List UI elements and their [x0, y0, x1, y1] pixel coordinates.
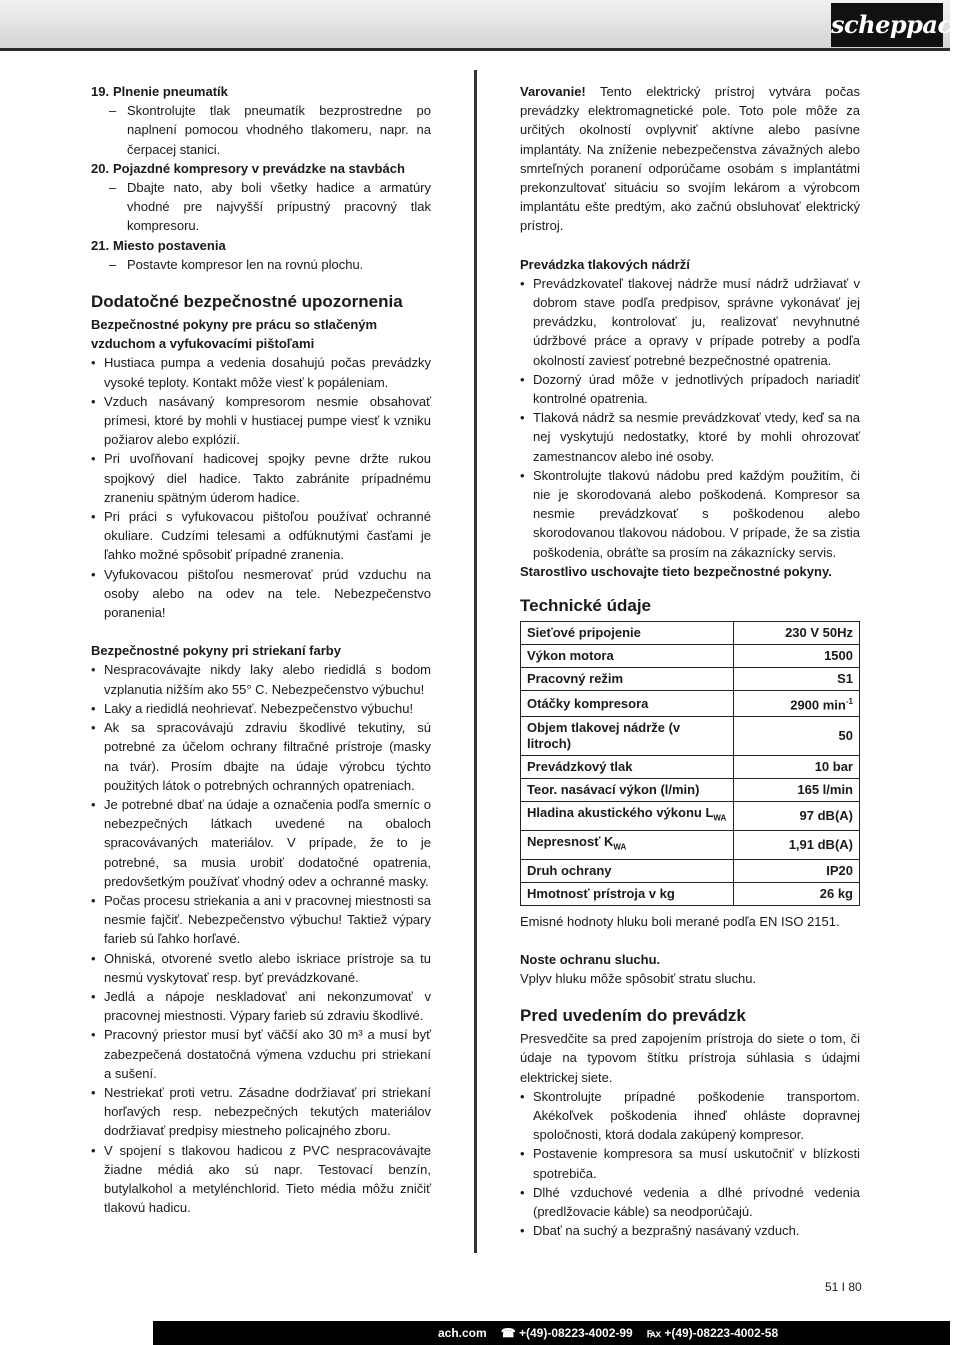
bullet-mark: •	[91, 700, 96, 716]
list-item	[91, 949, 431, 987]
list-item	[520, 370, 860, 408]
numbered-item	[91, 159, 431, 178]
list-item-text: Postavenie kompresora sa musí uskutočniť v blízkosti spotrebiča.	[533, 1146, 860, 1181]
bullet-mark: •	[91, 566, 96, 582]
list-item-text: Je potrebné dbať na údaje a označenia podľa smerníc o nebezpečných látkach uvedené na obaloch spracovávaných materiálov. V prípade, že to je potrebné, sa musia urobiť dodatočné opatrenia, predovšetkým používať vhodný odev a ochranné masky.	[104, 796, 431, 889]
table-row	[521, 859, 860, 882]
table-row	[521, 831, 860, 860]
table-row	[521, 779, 860, 802]
dash-mark: –	[109, 180, 117, 196]
list-item-text: Tlaková nádrž sa nesmie prevádzkovať vtedy, keď sa na nej vyskytujú nedostatky, ktoré by mohli ohrozovať zamestnancov alebo iné osoby.	[533, 410, 860, 464]
list-item	[91, 392, 431, 450]
footer-blank	[0, 1321, 153, 1345]
bullet-mark: •	[520, 467, 525, 483]
spec-label	[521, 622, 734, 645]
spec-value	[734, 668, 860, 691]
dash-text: Skontrolujte tlak pneumatík bezprostredne po naplnení pomocou vhodného tlakomeru, napr. na čerpacej stanici.	[127, 103, 431, 157]
spec-label	[521, 859, 734, 882]
bullet-mark: •	[91, 509, 96, 525]
spec-value	[734, 882, 860, 905]
list-item	[91, 1025, 431, 1083]
list-item-text: V spojení s tlakovou hadicou z PVC nespracovávajte žiadne médiá ako sú napr. Testovací benzín, butylalkohol a metylénchlorid. Tieto média môžu zničiť tlakovú hadicu.	[104, 1142, 431, 1216]
bullet-mark: •	[91, 720, 96, 736]
brand-logo: scheppach	[831, 3, 943, 47]
table-row	[521, 622, 860, 645]
spec-value-sup: -1	[845, 697, 853, 707]
list-item-text: Pri uvoľňovaní hadicovej spojky pevne držte rukou spojkový diel hadice. Takto zabránite prípadnému zraneniu spätným úderom hadice.	[104, 451, 431, 505]
table-row	[521, 802, 860, 831]
bullet-mark: •	[91, 988, 96, 1004]
numbered-item	[91, 82, 431, 101]
page-number: 51 I 80	[825, 1280, 862, 1294]
dash-mark: –	[109, 103, 117, 119]
list-item	[91, 718, 431, 795]
bullet-mark: •	[91, 451, 96, 467]
bullet-mark: •	[91, 355, 96, 371]
list-item-text: Ak sa spracovávajú zdraviu škodlivé tekutiny, sú potrebné za účelom ochrany filtračné prístroje (masky na tvár). Prosím dbajte na údaje výrobcu týchto použitých látok o potrebných ochranných opatreniach.	[104, 720, 431, 793]
list-item	[91, 449, 431, 507]
spec-value	[734, 691, 860, 717]
bullet-mark: •	[91, 1142, 96, 1158]
tank-title: Prevádzka tlakových nádrží	[520, 256, 690, 272]
bullet-mark: •	[91, 950, 96, 966]
right-column	[520, 82, 860, 1240]
bullet-mark: •	[520, 1088, 525, 1104]
dash-item	[91, 101, 431, 159]
spec-label-text: Otáčky kompresora	[527, 695, 649, 711]
item-title: Miesto postavenia	[113, 237, 226, 253]
item-number: 19.	[91, 84, 110, 99]
list-item-text: Ohniská, otvorené svetlo alebo iskriace prístroje sa tu nesmú vyskytovať resp. byť prevádzkované.	[104, 950, 431, 985]
list-item-text: Nestriekať proti vetru. Zásadne dodržiavať pri striekaní horľavých resp. nebezpečných tekutých materiálov dodržiavať predpisy miestneho policajného zboru.	[104, 1084, 431, 1139]
list-item	[520, 1087, 860, 1145]
dash-text: Dbajte nato, aby boli všetky hadice a armatúry vhodné pre najvyšší prípustný pracovný tlak kompresoru.	[127, 180, 431, 234]
list-item	[91, 565, 431, 623]
bullet-mark: •	[91, 892, 96, 908]
list-item	[520, 274, 860, 370]
list-item-text: Nespracovávajte nikdy laky alebo riedidlá s bodom vzplanutia nižším ako 55° C. Nebezpečenstvo výbuchu!	[104, 662, 431, 697]
header-bar	[0, 0, 950, 48]
list-item-text: Dbať na suchý a bezprašný nasávaný vzduch.	[533, 1223, 800, 1239]
spec-label	[521, 779, 734, 802]
warning-label: Varovanie!	[520, 84, 586, 99]
bullet-mark: •	[520, 371, 525, 387]
list-item-text: Dozorný úrad môže v jednotlivých prípadoch nariadiť kontrolné opatrenia.	[533, 371, 860, 407]
bullet-mark: •	[520, 275, 525, 291]
numbered-list	[91, 82, 431, 274]
footer-phone: ☎ +(49)-08223-4002-99	[500, 1326, 633, 1340]
spec-value-text: 1,91 dB(A)	[788, 836, 853, 852]
spec-label	[521, 756, 734, 779]
table-row	[521, 668, 860, 691]
hearing-text: Vplyv hluku môže spôsobiť stratu sluchu.	[520, 971, 757, 986]
table-row	[521, 645, 860, 668]
table-row	[521, 756, 860, 779]
spec-value-text: 230 V 50Hz	[785, 625, 853, 641]
spec-label-text: Druh ochrany	[527, 862, 612, 878]
spec-label	[521, 802, 734, 831]
startup-text: Presvedčite sa pred zapojením prístroja do siete o tom, či údaje na typovom štítku prístroja súhlasia s údajmi elektrickej siete.	[520, 1031, 860, 1085]
list-item	[91, 699, 431, 718]
bullet-mark: •	[520, 1184, 525, 1200]
spec-value-text: 50	[838, 728, 853, 744]
list-item	[91, 1141, 431, 1218]
bullet-mark: •	[520, 1146, 525, 1162]
list-item-text: Pracovný priestor musí byť väčší ako 30 m³ a musí byť zabezpečená dostatočná výmena vzduchu pri striekaní a sušení.	[104, 1027, 431, 1081]
spec-value	[734, 717, 860, 756]
list-item-text: Prevádzkovateľ tlakovej nádrže musí nádrž udržiavať v dobrom stave podľa predpisov, správne vykonávať jej prevádzku, kontrolovať ju, realizovať nevyhnutné údržbové práce a opravy v prípade potreby a podľa okolností zaviesť potrebné bezpečnostné opatrenia.	[533, 275, 860, 368]
spec-value	[734, 859, 860, 882]
bullet-mark: •	[520, 410, 525, 426]
keep-note: Starostlivo uschovajte tieto bezpečnostné pokyny.	[520, 563, 832, 579]
spec-label	[521, 882, 734, 905]
spec-value-text: 1500	[824, 648, 853, 664]
spec-value-text: S1	[837, 671, 853, 687]
dash-item	[91, 178, 431, 236]
spec-value-text: IP20	[826, 862, 853, 878]
tech-table	[520, 621, 860, 906]
table-row	[521, 882, 860, 905]
spec-label	[521, 691, 734, 717]
spec-label-text: Hmotnosť prístroja v kg	[527, 885, 675, 901]
spec-value	[734, 779, 860, 802]
bullet-list-startup	[520, 1087, 860, 1241]
spec-label-text: Nepresnosť K	[527, 834, 614, 849]
list-item	[520, 466, 860, 562]
emission-note: Emisné hodnoty hluku boli merané podľa EN ISO 2151.	[520, 913, 840, 929]
spec-value	[734, 802, 860, 831]
spec-label-sub: WA	[713, 814, 727, 823]
column-divider	[474, 70, 477, 1253]
bullet-mark: •	[91, 1027, 96, 1043]
spec-label-text: Výkon motora	[527, 648, 614, 664]
dash-item	[91, 255, 431, 274]
spec-label	[521, 831, 734, 860]
spec-label	[521, 645, 734, 668]
spec-value-text: 97 dB(A)	[799, 808, 853, 824]
list-item	[91, 891, 431, 949]
subsection-title-paint: Bezpečnostné pokyny pri striekaní farby	[91, 643, 341, 659]
spec-value-text: 2900 min	[790, 697, 846, 713]
list-item-text: Laky a riedidlá neohrievať. Nebezpečenstvo výbuchu!	[104, 700, 414, 716]
list-item-text: Dlhé vzduchové vedenia a dlhé prívodné vedenia (predlžovacie káble) sa neodporúčajú.	[533, 1184, 860, 1220]
bullet-list-paint	[91, 660, 431, 1217]
item-number: 20.	[91, 160, 110, 176]
list-item	[91, 353, 431, 391]
list-item	[520, 408, 860, 466]
spec-label-text: Teor. nasávací výkon (l/min)	[527, 782, 700, 798]
footer-web[interactable]: ach.com	[438, 1326, 487, 1340]
spec-label-text: Objem tlakovej nádrže (v litroch)	[527, 720, 681, 752]
table-row	[521, 691, 860, 717]
bullet-list-air	[91, 353, 431, 622]
tech-title: Technické údaje	[520, 596, 652, 616]
bullet-mark: •	[91, 393, 96, 409]
bullet-mark: •	[91, 662, 96, 678]
bullet-list-tank	[520, 274, 860, 562]
footer-fax: ℻ +(49)-08223-4002-58	[646, 1326, 779, 1340]
list-item	[91, 660, 431, 698]
list-item-text: Pri práci s vyfukovacou pištoľou používať ochranné okuliare. Cudzími telesami a odfúknutými časťami je ľahko možné spôsobiť prípadné zranenia.	[104, 509, 431, 563]
spec-label-sub: WA	[613, 842, 627, 852]
spec-label	[521, 668, 734, 691]
list-item	[520, 1144, 860, 1182]
list-item-text: Jedlá a nápoje neskladovať ani nekonzumovať v pracovnej miestnosti. Výpary farieb sú zdraviu škodlivé.	[104, 988, 431, 1024]
item-number: 21.	[91, 237, 110, 253]
list-item-text: Počas procesu striekania a ani v pracovnej miestnosti sa nesmie fajčiť. Nebezpečenstvo výbuchu! Taktiež výpary farieb sú ľahko horľavé.	[104, 892, 431, 947]
spec-label-text: Pracovný režim	[527, 671, 624, 687]
table-row	[521, 717, 860, 756]
spec-value-text: 165 l/min	[797, 782, 853, 798]
item-title: Plnenie pneumatík	[113, 84, 228, 99]
dash-text: Postavte kompresor len na rovnú plochu.	[127, 256, 364, 272]
list-item	[91, 1083, 431, 1141]
left-column	[91, 82, 431, 1217]
list-item-text: Vzduch nasávaný kompresorom nesmie obsahovať prímesi, ktoré by mohli v hustiacej pumpe viesť k vzniku požiarov alebo explózií.	[104, 393, 431, 448]
footer-contact	[438, 1324, 792, 1342]
item-title: Pojazdné kompresory v prevádzke na stavbách	[113, 160, 405, 176]
spec-label	[521, 717, 734, 756]
spec-value-text: 26 kg	[819, 885, 853, 901]
list-item-text: Vyfukovacou pištoľou nesmerovať prúd vzduchu na osoby alebo na odev na tele. Nebezpečenstvo poranenia!	[104, 566, 431, 621]
spec-label-text: Prevádzkový tlak	[527, 759, 633, 775]
spec-value	[734, 622, 860, 645]
bullet-mark: •	[520, 1223, 525, 1239]
list-item	[520, 1221, 860, 1240]
warning-text: Tento elektrický prístroj vytvára počas prevádzky elektromagnetické pole. Toto pole môže za určitých okolností ovplyvniť aktívne alebo pasívne implantáty. Na zníženie nebezpečenstva závažných alebo smrteľných poranení odporúčame osobám s implantátmi prekonzultovať situáciu so svojím lekárom a výrobcom implantátu ešte predtým, ako začnú obsluhovať elektrický prístroj.	[520, 84, 860, 234]
subsection-title-air: Bezpečnostné pokyny pre prácu so stlačeným vzduchom a vyfukovacími pištoľami	[91, 317, 378, 352]
bullet-mark: •	[91, 796, 96, 812]
spec-value-text: 10 bar	[814, 759, 853, 775]
spec-label-text: Hladina akustického výkonu L	[527, 805, 714, 821]
section-title: Dodatočné bezpečnostné upozornenia	[91, 292, 403, 312]
hearing-title: Noste ochranu sluchu.	[520, 951, 661, 967]
list-item	[91, 987, 431, 1025]
list-item	[91, 795, 431, 891]
list-item	[91, 507, 431, 565]
spec-label-text: Sieťové pripojenie	[527, 625, 641, 641]
spec-value	[734, 831, 860, 860]
startup-title: Pred uvedením do prevádzk	[520, 1006, 746, 1026]
spec-value	[734, 645, 860, 668]
list-item-text: Skontrolujte tlakovú nádobu pred každým použitím, či nie je skorodovaná alebo poškodená. Kompresor sa nesmie prevádzkovať s poškodenou alebo skorodovanou tlakovou nádobou. V prípade, že sa zistia poškodenia, obráťte sa prosím na zákaznícky servis.	[533, 467, 860, 560]
list-item-text: Hustiaca pumpa a vedenia dosahujú počas prevádzky vysoké teploty. Kontakt môže viesť k popáleniam.	[104, 355, 431, 390]
dash-mark: –	[109, 256, 117, 272]
numbered-item	[91, 236, 431, 255]
header-rule	[0, 48, 950, 51]
bullet-mark: •	[91, 1084, 96, 1100]
spec-value	[734, 756, 860, 779]
list-item	[520, 1183, 860, 1221]
list-item-text: Skontrolujte prípadné poškodenie transportom. Akékoľvek poškodenia ihneď ohláste dopravnej spoločnosti, ktorá dodala zakúpený kompresor.	[533, 1088, 860, 1143]
warning-paragraph	[520, 82, 860, 236]
